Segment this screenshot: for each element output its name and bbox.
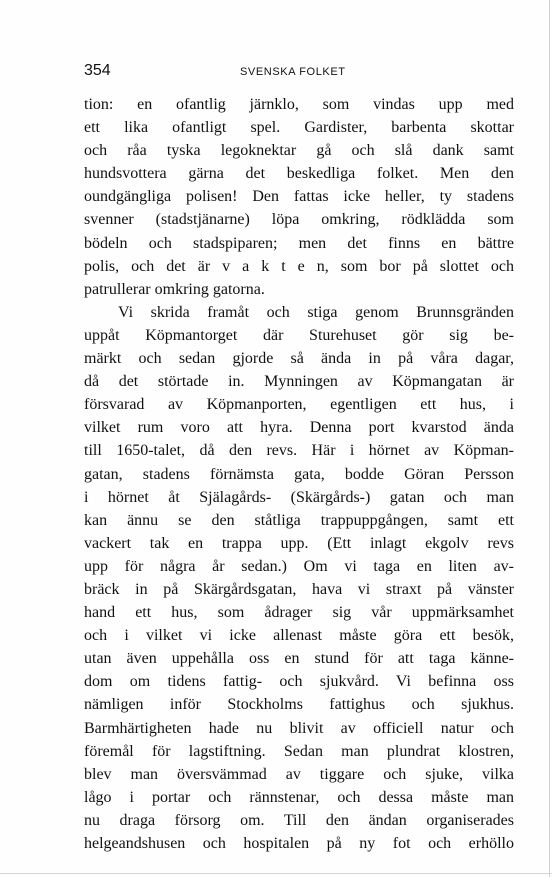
text-line: helgeandshusen och hospitalen på ny fot och erhöllo [84,835,514,852]
text-line: bödeln och stadspiparen; men det finns en bättre [84,234,514,252]
text-line: nu draga försorg om. Till den ändan organiserades [84,811,514,829]
text-line: blev man översvämmad av tiggare och sjuke, vilka [84,765,514,783]
text-line: lågo i portar och rännstenar, och dessa måste man [84,788,514,806]
text-line: oundgängliga polisen! Den fattas icke heller, ty stadens [84,188,514,206]
text-line: då det störtade in. Mynningen av Köpmangatan är [84,373,514,391]
text-line: dom om tidens fattig- och sjukvård. Vi befinna oss [84,673,514,691]
text-line: vilket rum voro att hyra. Denna port kvarstod ända [84,419,514,437]
text-line: patrullerar omkring gatorna. [84,280,265,298]
text-line: utan även uppehålla oss en stund för att taga känne- [84,650,514,668]
text-line: hundsvottera gärna det beskedliga folket. Men den [84,165,514,183]
text-line: svenner (stadstjänarne) löpa omkring, rödklädda som [84,211,514,229]
text-line: och råa tyska legoknektar gå och slå dank samt [84,142,514,160]
text-line: upp för några år sedan.) Om vi taga en liten av- [84,557,514,575]
text-line: nämligen inför Stockholms fattighus och sjukhus. [84,696,514,714]
page-header [84,62,514,82]
text-line: Vi skrida framåt och stiga genom Brunnsgränden [118,303,514,321]
text-line: bräck in på Skärgårdsgatan, hava vi straxt på vänster [84,580,514,598]
text-line: polis, och det är v a k t e n, som bor på slottet och [84,257,514,275]
page-edge-right [549,0,550,877]
page-edge-bottom [0,873,552,874]
text-line: hand ett hus, som ådrager sig vår uppmärksamhet [84,604,514,622]
text-line: och i vilket vi icke allenast måste göra ett besök, [84,627,514,645]
body-text [84,93,514,855]
text-line: ett lika ofantligt spel. Gardister, barbenta skottar [84,119,514,137]
text-line: försvarad av Köpmanporten, egentligen ett hus, i [84,396,514,414]
running-head: SVENSKA FOLKET [240,66,346,78]
text-line: föremål för lagstiftning. Sedan man plundrat klostren, [84,742,514,760]
text-line: vackert tak en trappa upp. (Ett inlagt ekgolv revs [84,534,514,552]
page-number: 354 [84,62,111,79]
text-line: gatan, stadens förnämsta gata, bodde Göran Persson [84,465,514,483]
text-line: tion: en ofantlig järnklo, som vindas upp med [84,96,514,113]
text-line: i hörnet åt Själagårds- (Skärgårds-) gatan och man [84,488,514,506]
text-line: uppåt Köpmantorget där Sturehuset gör sig be- [84,326,514,344]
text-line: kan ännu se den ståtliga trappuppgången, samt ett [84,511,514,529]
text-line: märkt och sedan gjorde så ända in på våra dagar, [84,350,514,368]
text-line: till 1650-talet, då den revs. Här i hörnet av Köpman- [84,442,514,460]
text-line: Barmhärtigheten hade nu blivit av officiell natur och [84,719,514,737]
